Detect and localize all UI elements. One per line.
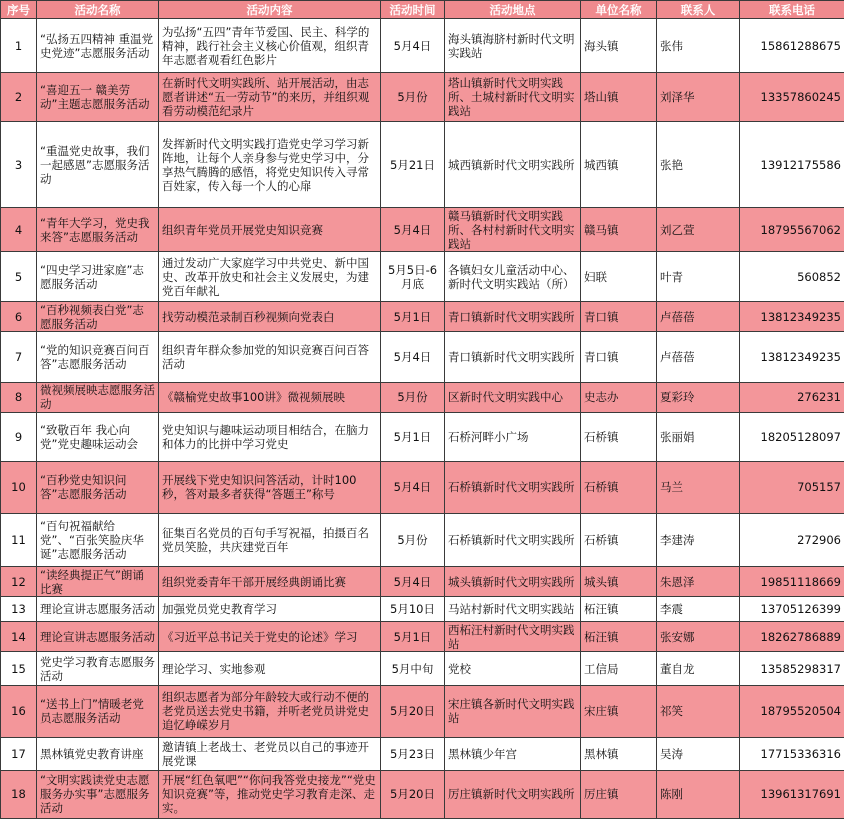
contact-phone: 13357860245	[740, 73, 844, 122]
contact-phone: 276231	[740, 383, 844, 413]
activity-name: “百秒视频表白党”志愿服务活动	[37, 302, 159, 332]
table-row	[1, 19, 844, 73]
activity-content: 征集百名党员的百句手写祝福，拍摄百名党员笑脸，共庆建党百年	[159, 514, 381, 567]
activity-name: 微视频展映志愿服务活动	[37, 383, 159, 413]
contact-phone: 13812349235	[740, 302, 844, 332]
header-location: 活动地点	[445, 1, 581, 19]
unit-name: 石桥镇	[581, 461, 657, 513]
unit-name: 城西镇	[581, 122, 657, 208]
header-time: 活动时间	[381, 1, 445, 19]
activity-location: 城头镇新时代文明实践所	[445, 567, 581, 597]
table-row	[1, 412, 844, 461]
activity-content: 理论学习、实地参观	[159, 652, 381, 686]
activity-content: 加强党员党史教育学习	[159, 596, 381, 622]
contact-person: 朱恩泽	[657, 567, 740, 597]
activity-location: 黑林镇少年宫	[445, 738, 581, 771]
contact-phone: 19851118669	[740, 567, 844, 597]
contact-person: 陈刚	[657, 770, 740, 818]
contact-phone: 13585298317	[740, 652, 844, 686]
activity-location: 厉庄镇新时代文明实践所	[445, 770, 581, 818]
activity-content: 《习近平总书记关于党史的论述》学习	[159, 622, 381, 652]
activity-content: 在新时代文明实践所、站开展活动，由志愿者讲述“五一劳动节”的来历，并组织观看劳动模范纪录片	[159, 73, 381, 122]
activity-time: 5月5日-6月底	[381, 252, 445, 302]
activity-name: “青年大学习，党史我来答”志愿服务活动	[37, 208, 159, 252]
activity-location: 各镇妇女儿童活动中心、新时代文明实践站（所）	[445, 252, 581, 302]
contact-person: 张丽娟	[657, 412, 740, 461]
activity-location: 党校	[445, 652, 581, 686]
activity-content: 发挥新时代文明实践打造党史学习学习新阵地，让每个人亲身参与党史学习中，分享热气腾腾的感悟，将党史知识传入寻常百姓家，传入每一个人的心扉	[159, 122, 381, 208]
row-number: 4	[1, 208, 37, 252]
row-number: 12	[1, 567, 37, 597]
activity-name: “致敬百年 我心向党”党史趣味运动会	[37, 412, 159, 461]
unit-name: 工信局	[581, 652, 657, 686]
activity-time: 5月10日	[381, 596, 445, 622]
activity-location: 青口镇新时代文明实践所	[445, 332, 581, 383]
contact-phone: 15861288675	[740, 19, 844, 73]
table-row	[1, 567, 844, 597]
activity-content: 组织青年党员开展党史知识竞赛	[159, 208, 381, 252]
row-number: 13	[1, 596, 37, 622]
unit-name: 宋庄镇	[581, 685, 657, 737]
unit-name: 石桥镇	[581, 514, 657, 567]
contact-phone: 13812349235	[740, 332, 844, 383]
unit-name: 柘汪镇	[581, 596, 657, 622]
activity-name: “重温党史故事，我们一起感恩”志愿服务活动	[37, 122, 159, 208]
unit-name: 史志办	[581, 383, 657, 413]
activity-location: 青口镇新时代文明实践所	[445, 302, 581, 332]
activity-location: 区新时代文明实践中心	[445, 383, 581, 413]
contact-phone: 18795520504	[740, 685, 844, 737]
activity-time: 5月20日	[381, 685, 445, 737]
contact-phone: 705157	[740, 461, 844, 513]
contact-person: 李震	[657, 596, 740, 622]
activity-location: 海头镇海脐村新时代文明实践站	[445, 19, 581, 73]
header-row	[1, 1, 844, 19]
contact-person: 刘乙萱	[657, 208, 740, 252]
contact-phone: 13912175586	[740, 122, 844, 208]
unit-name: 黑林镇	[581, 738, 657, 771]
table-row	[1, 738, 844, 771]
contact-phone: 17715336316	[740, 738, 844, 771]
row-number: 1	[1, 19, 37, 73]
contact-person: 叶青	[657, 252, 740, 302]
contact-person: 卢蓓蓓	[657, 302, 740, 332]
activity-time: 5月20日	[381, 770, 445, 818]
activity-location: 塔山镇新时代文明实践所、土城村新时代文明实践站	[445, 73, 581, 122]
contact-person: 张伟	[657, 19, 740, 73]
activity-name: “喜迎五一 赣美劳动”主题志愿服务活动	[37, 73, 159, 122]
activity-time: 5月4日	[381, 461, 445, 513]
contact-person: 刘泽华	[657, 73, 740, 122]
unit-name: 厉庄镇	[581, 770, 657, 818]
contact-person: 董自龙	[657, 652, 740, 686]
contact-phone: 18205128097	[740, 412, 844, 461]
activity-time: 5月中旬	[381, 652, 445, 686]
activity-time: 5月4日	[381, 332, 445, 383]
row-number: 14	[1, 622, 37, 652]
contact-person: 吴涛	[657, 738, 740, 771]
activity-location: 宋庄镇各新时代文明实践站	[445, 685, 581, 737]
unit-name: 石桥镇	[581, 412, 657, 461]
table-row	[1, 252, 844, 302]
activity-location: 石桥河畔小广场	[445, 412, 581, 461]
table-row	[1, 461, 844, 513]
activity-name: “读经典提正气”朗诵比赛	[37, 567, 159, 597]
activity-name: “百句祝福献给党”、“百张笑脸庆华诞”志愿服务活动	[37, 514, 159, 567]
activity-name: “弘扬五四精神 重温党史党迹”志愿服务活动	[37, 19, 159, 73]
activity-time: 5月4日	[381, 19, 445, 73]
activity-location: 西柘汪村新时代文明实践站	[445, 622, 581, 652]
activity-time: 5月1日	[381, 302, 445, 332]
activity-content: 组织青年群众参加党的知识竞赛百问百答活动	[159, 332, 381, 383]
activity-location: 城西镇新时代文明实践所	[445, 122, 581, 208]
row-number: 16	[1, 685, 37, 737]
activity-name: “送书上门”情暖老党员志愿服务活动	[37, 685, 159, 737]
activity-name: “四史学习进家庭”志愿服务活动	[37, 252, 159, 302]
activity-time: 5月4日	[381, 567, 445, 597]
activity-content: 组织党委青年干部开展经典朗诵比赛	[159, 567, 381, 597]
activity-content: 开展线下党史知识问答活动，计时100秒，答对最多者获得“答题王”称号	[159, 461, 381, 513]
unit-name: 妇联	[581, 252, 657, 302]
header-no: 序号	[1, 1, 37, 19]
contact-person: 张艳	[657, 122, 740, 208]
row-number: 7	[1, 332, 37, 383]
activity-time: 5月4日	[381, 208, 445, 252]
row-number: 11	[1, 514, 37, 567]
table-row	[1, 514, 844, 567]
header-contact: 联系人	[657, 1, 740, 19]
activity-name: 理论宣讲志愿服务活动	[37, 596, 159, 622]
table-row	[1, 770, 844, 818]
table-row	[1, 122, 844, 208]
table-row	[1, 622, 844, 652]
header-unit: 单位名称	[581, 1, 657, 19]
row-number: 15	[1, 652, 37, 686]
activity-name: “百秒党史知识问答”志愿服务活动	[37, 461, 159, 513]
activity-location: 马站村新时代文明实践站	[445, 596, 581, 622]
row-number: 2	[1, 73, 37, 122]
table-row	[1, 596, 844, 622]
activity-content: 《赣榆党史故事100讲》微视频展映	[159, 383, 381, 413]
contact-phone: 13961317691	[740, 770, 844, 818]
row-number: 3	[1, 122, 37, 208]
activity-location: 石桥镇新时代文明实践所	[445, 514, 581, 567]
contact-phone: 18262786889	[740, 622, 844, 652]
activity-content: 开展“红色氧吧”“你问我答党史接龙”“党史知识竞赛”等，推动党史学习教育走深、走实。	[159, 770, 381, 818]
table-row	[1, 302, 844, 332]
table-row	[1, 652, 844, 686]
row-number: 8	[1, 383, 37, 413]
activity-time: 5月1日	[381, 412, 445, 461]
contact-person: 张安娜	[657, 622, 740, 652]
unit-name: 海头镇	[581, 19, 657, 73]
activity-content: 找劳动模范录制百秒视频向党表白	[159, 302, 381, 332]
row-number: 10	[1, 461, 37, 513]
activity-time: 5月份	[381, 73, 445, 122]
unit-name: 青口镇	[581, 332, 657, 383]
activity-content: 组织志愿者为部分年龄较大或行动不便的老党员送去党史书籍，并听老党员讲党史追忆峥嵘岁月	[159, 685, 381, 737]
contact-person: 夏彩玲	[657, 383, 740, 413]
header-phone: 联系电话	[740, 1, 844, 19]
activity-time: 5月份	[381, 514, 445, 567]
activity-time: 5月1日	[381, 622, 445, 652]
table-body	[1, 19, 844, 819]
activity-location: 赣马镇新时代文明实践所、各村村新时代文明实践站	[445, 208, 581, 252]
header-content: 活动内容	[159, 1, 381, 19]
activity-name: 黑林镇党史教育讲座	[37, 738, 159, 771]
activity-name: “党的知识竞赛百问百答”志愿服务活动	[37, 332, 159, 383]
table-row	[1, 332, 844, 383]
contact-person: 卢蓓蓓	[657, 332, 740, 383]
unit-name: 青口镇	[581, 302, 657, 332]
activity-name: 理论宣讲志愿服务活动	[37, 622, 159, 652]
unit-name: 赣马镇	[581, 208, 657, 252]
unit-name: 柘汪镇	[581, 622, 657, 652]
activity-time: 5月21日	[381, 122, 445, 208]
activity-content: 通过发动广大家庭学习中共党史、新中国史、改革开放史和社会主义发展史，为建党百年献礼	[159, 252, 381, 302]
table-row	[1, 383, 844, 413]
activity-content: 为弘扬“五四”青年节爱国、民主、科学的精神，践行社会主义核心价值观，组织青年志愿者观看红色影片	[159, 19, 381, 73]
row-number: 17	[1, 738, 37, 771]
contact-person: 马兰	[657, 461, 740, 513]
header-name: 活动名称	[37, 1, 159, 19]
activity-time: 5月23日	[381, 738, 445, 771]
contact-person: 李建涛	[657, 514, 740, 567]
contact-phone: 560852	[740, 252, 844, 302]
row-number: 5	[1, 252, 37, 302]
table-row	[1, 208, 844, 252]
activity-content: 党史知识与趣味运动项目相结合，在脑力和体力的比拼中学习党史	[159, 412, 381, 461]
activity-name: “文明实践读党史志愿服务办实事”志愿服务活动	[37, 770, 159, 818]
contact-phone: 13705126399	[740, 596, 844, 622]
activity-name: 党史学习教育志愿服务活动	[37, 652, 159, 686]
contact-phone: 18795567062	[740, 208, 844, 252]
row-number: 6	[1, 302, 37, 332]
unit-name: 塔山镇	[581, 73, 657, 122]
activity-location: 石桥镇新时代文明实践所	[445, 461, 581, 513]
row-number: 18	[1, 770, 37, 818]
unit-name: 城头镇	[581, 567, 657, 597]
row-number: 9	[1, 412, 37, 461]
activity-time: 5月份	[381, 383, 445, 413]
activity-content: 邀请镇上老战士、老党员以自己的事迹开展党课	[159, 738, 381, 771]
contact-phone: 272906	[740, 514, 844, 567]
table-row	[1, 685, 844, 737]
contact-person: 祁笑	[657, 685, 740, 737]
table-row	[1, 73, 844, 122]
